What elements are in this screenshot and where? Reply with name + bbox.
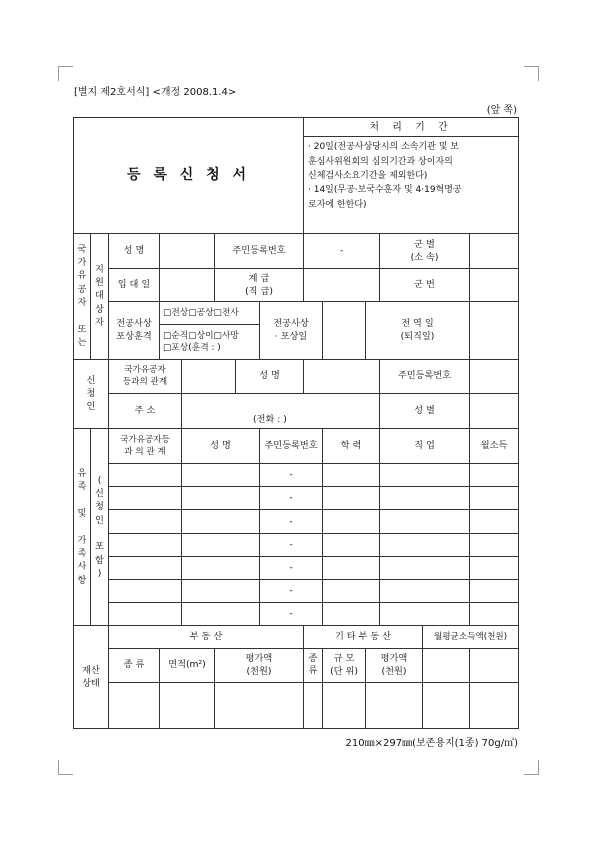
applicant-name-label: 성 명 xyxy=(236,359,304,393)
section-support-label: 지 원 대 상 자 xyxy=(91,233,109,359)
real-estate-type-field[interactable] xyxy=(109,682,160,728)
table-row xyxy=(74,603,519,626)
discharge-date-field[interactable] xyxy=(470,302,519,359)
monthly-income-field-1[interactable] xyxy=(423,649,470,682)
table-row xyxy=(74,556,519,579)
form-title: 등 록 신 청 서 xyxy=(126,167,251,184)
award-type-label: 전공사상 포상훈격 xyxy=(109,302,160,359)
registration-form-table xyxy=(73,117,519,729)
section-applicant-label: 신 청 인 xyxy=(74,359,109,428)
discharge-date-label: 전 역 일 (퇴직일) xyxy=(366,302,470,359)
applicant-rrn-field[interactable] xyxy=(470,359,519,393)
monthly-income-field-2[interactable] xyxy=(470,649,519,682)
table-row xyxy=(74,579,519,602)
monthly-income-header: 월평균소득액(천원) xyxy=(423,626,519,649)
real-estate-header: 부 동 산 xyxy=(109,626,304,649)
family-rrn-field[interactable]: - xyxy=(260,464,323,487)
applicant-address-field[interactable] xyxy=(182,393,380,428)
applicant-gender-field[interactable] xyxy=(470,393,519,428)
family-education-header: 학 력 xyxy=(323,428,380,463)
patriot-name-field[interactable] xyxy=(160,233,215,268)
family-job-header: 직 업 xyxy=(380,428,470,463)
applicant-relation-label: 국가유공자 등과의 관계 xyxy=(109,359,182,393)
family-income-header: 월소득 xyxy=(470,428,519,463)
award-check-row-1[interactable]: □전상□공상□전사 xyxy=(160,302,260,325)
family-rrn-field[interactable]: - xyxy=(260,556,323,579)
real-estate-value-field[interactable] xyxy=(215,682,304,728)
section-patriot-label: 국 가 유 공 자 또 는 xyxy=(74,233,91,359)
enlist-date-label: 입 대 일 xyxy=(109,268,160,301)
other-scale-field[interactable] xyxy=(323,682,366,728)
section-family-include-label: ( 신 청 인 포 함 ) xyxy=(91,428,109,625)
patriot-branch-label: 군 별 (소 속) xyxy=(380,233,470,268)
family-rrn-header: 주민등록번호 xyxy=(260,428,323,463)
form-title-cell xyxy=(74,118,304,234)
real-estate-value-label: 평가액 (천원) xyxy=(215,649,304,682)
applicant-phone: (전화 : ) xyxy=(253,414,287,426)
service-number-field[interactable] xyxy=(470,268,519,301)
applicant-address-label: 주 소 xyxy=(109,393,182,428)
rank-field[interactable] xyxy=(304,268,380,301)
crop-mark-bottom-left xyxy=(58,760,73,775)
family-rrn-field[interactable]: - xyxy=(260,487,323,510)
other-property-header: 기 타 부 동 산 xyxy=(304,626,423,649)
crop-mark-bottom-right xyxy=(524,760,539,775)
table-row xyxy=(74,682,519,728)
applicant-relation-field[interactable] xyxy=(182,359,236,393)
patriot-rrn-field[interactable]: - xyxy=(304,233,380,268)
other-value-label: 평가액 (천원) xyxy=(366,649,423,682)
family-rrn-field[interactable]: - xyxy=(260,510,323,533)
paper-spec: 210㎜×297㎜(보존용지(1종) 70g/㎡) xyxy=(345,738,518,749)
page-side-label: (앞 쪽) xyxy=(486,105,517,116)
processing-period-text: · 20일(전공사상당시의 소속기관 및 보 훈심사위원회의 심의기간과 상이자의 신체검사소요기간을 제외한다) · 14일(무공·보국수훈자 및 4·19혁명공 로자에 한한다) xyxy=(304,137,519,234)
rank-label: 계 급 (직 급) xyxy=(215,268,304,301)
applicant-name-field[interactable] xyxy=(304,359,380,393)
real-estate-area-field[interactable] xyxy=(160,682,215,728)
other-type-field[interactable] xyxy=(304,682,323,728)
section-family-label: 유 족 및 가 족 사 항 xyxy=(74,428,91,625)
family-name-header: 성 명 xyxy=(182,428,260,463)
other-value-field[interactable] xyxy=(366,682,423,728)
award-date-label: 전공사상 · 포상일 xyxy=(260,302,323,359)
service-number-label: 군 번 xyxy=(380,268,470,301)
family-rrn-field[interactable]: - xyxy=(260,603,323,626)
crop-mark-top-right xyxy=(524,66,539,81)
patriot-branch-field[interactable] xyxy=(470,233,519,268)
monthly-income-value-2[interactable] xyxy=(470,682,519,728)
form-number: [별지 제2호서식] <개정 2008.1.4> xyxy=(74,87,237,98)
real-estate-type-label: 종 류 xyxy=(109,649,160,682)
family-relation-header: 국가유공자등 과 의 관 계 xyxy=(109,428,182,463)
patriot-rrn-label: 주민등록번호 xyxy=(215,233,304,268)
other-scale-label: 규 모 (단 위) xyxy=(323,649,366,682)
crop-mark-top-left xyxy=(58,66,73,81)
patriot-name-label: 성 명 xyxy=(109,233,160,268)
applicant-gender-label: 성 별 xyxy=(380,393,470,428)
award-date-field[interactable] xyxy=(323,302,366,359)
family-rrn-field[interactable]: - xyxy=(260,533,323,556)
award-check-rows-2-3[interactable]: □순직□상이□사망 □포상(훈격 : ) xyxy=(160,325,260,359)
other-type-label: 종 류 xyxy=(304,649,323,682)
table-row xyxy=(74,464,519,487)
enlist-date-field[interactable] xyxy=(160,268,215,301)
table-row xyxy=(74,533,519,556)
processing-period-label: 처 리 기 간 xyxy=(304,118,519,137)
monthly-income-value-1[interactable] xyxy=(423,682,470,728)
section-property-label: 재산 상태 xyxy=(74,626,109,729)
family-rrn-field[interactable]: - xyxy=(260,579,323,602)
table-row xyxy=(74,487,519,510)
table-row xyxy=(74,510,519,533)
real-estate-area-label: 면적(m²) xyxy=(160,649,215,682)
applicant-rrn-label: 주민등록번호 xyxy=(380,359,470,393)
